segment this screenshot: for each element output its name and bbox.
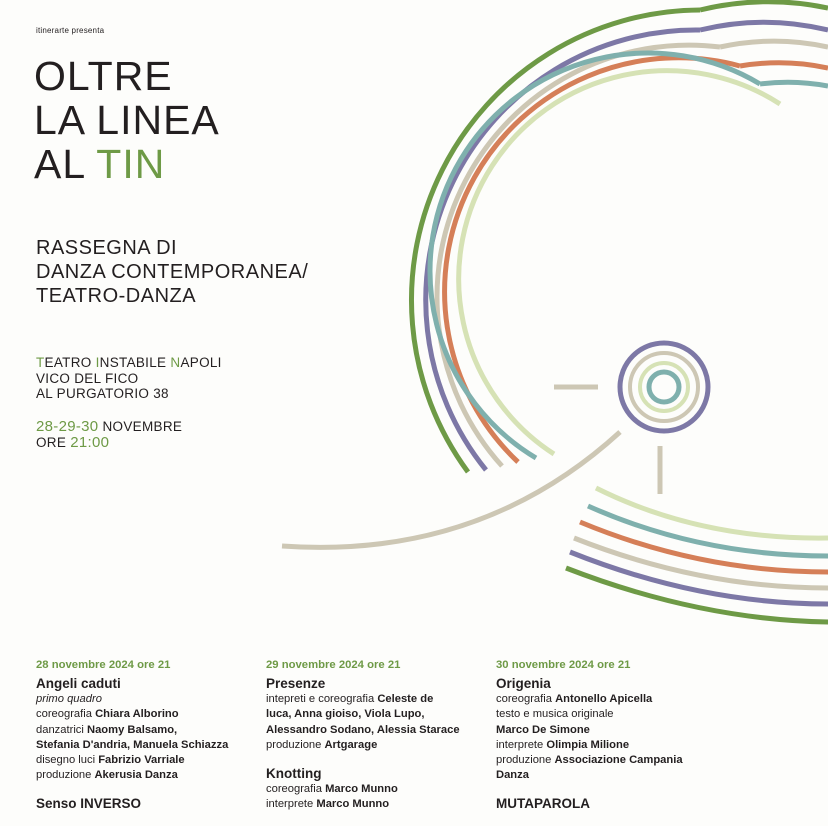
credit-value: Danza — [496, 769, 529, 782]
credit-line — [266, 707, 491, 722]
dates-days: 28-29-30 — [36, 418, 99, 435]
program-day-1 — [36, 658, 261, 812]
credit-label: interprete — [496, 738, 547, 751]
show-title: MUTAPAROLA — [496, 796, 590, 812]
dates-month: NOVEMBRE — [98, 419, 183, 434]
program-date: 29 novembre 2024 ore 21 — [266, 659, 401, 671]
credit-label: produzione — [496, 754, 555, 767]
credit-label: disegno luci — [36, 754, 99, 767]
subtitle-line: DANZA CONTEMPORANEA/ — [36, 261, 309, 283]
show-title: Senso INVERSO — [36, 796, 142, 812]
presenter-text: itinerarte presenta — [36, 26, 105, 35]
credit-value: Alessandro Sodano, Alessia Starace — [266, 723, 460, 736]
credit-label: coreografia — [496, 693, 556, 706]
credit-label: produzione — [36, 769, 95, 782]
credit-value: Marco Munno — [325, 783, 398, 796]
title-highlight: TIN — [96, 141, 166, 187]
lower-arc-beige — [574, 538, 828, 588]
dates-line — [36, 419, 182, 435]
venue-initial: I — [95, 355, 100, 370]
subtitle-line: TEATRO-DANZA — [36, 285, 197, 307]
lower-arc-teal — [588, 506, 828, 556]
venue-word: EATRO — [44, 355, 96, 370]
credit-value: Naomy Balsamo, — [87, 723, 178, 736]
venue-initial: N — [170, 355, 181, 370]
venue-address — [36, 355, 222, 402]
credit-value: Associazione Campania — [554, 754, 683, 767]
venue-name — [36, 355, 222, 371]
program-day-2 — [266, 658, 491, 812]
credit-value: luca, Anna gioiso, Viola Lupo, — [266, 708, 425, 721]
credit-value: Chiara Alborino — [95, 708, 179, 721]
program-date: 28 novembre 2024 ore 21 — [36, 659, 171, 671]
program-date: 30 novembre 2024 ore 21 — [496, 659, 631, 671]
time-label: ORE — [36, 435, 71, 450]
show-title: Presenze — [266, 676, 326, 692]
credit-line — [266, 723, 491, 738]
show-title: Origenia — [496, 676, 551, 692]
event-dates — [36, 419, 182, 451]
title-line-1: OLTRE — [34, 53, 173, 99]
title-line-2: LA LINEA — [34, 97, 220, 143]
venue-street: AL PURGATORIO 38 — [36, 386, 169, 401]
credit-line — [36, 723, 261, 738]
event-title — [34, 54, 220, 186]
credit-line — [496, 738, 721, 753]
credit-line — [36, 768, 261, 783]
credit-label: coreografia — [266, 783, 326, 796]
credit-label: interprete — [266, 798, 317, 811]
credit-label: danzatrici — [36, 723, 87, 736]
credit-line — [266, 738, 491, 753]
credit-label: coreografia — [36, 708, 96, 721]
credit-label: testo e musica originale — [496, 708, 614, 721]
credit-value: Artgarage — [324, 738, 378, 751]
subtitle-line: RASSEGNA DI — [36, 237, 178, 259]
venue-initial: T — [36, 355, 45, 370]
arc-beige — [437, 45, 720, 466]
credit-value: Fabrizio Varriale — [98, 754, 185, 767]
credit-line — [496, 753, 721, 768]
lower-arc-orange — [580, 522, 828, 572]
credit-value: Akerusia Danza — [94, 769, 178, 782]
credit-line — [36, 707, 261, 722]
show-title: Knotting — [266, 766, 322, 782]
show-subtitle: primo quadro — [36, 693, 102, 706]
title-line-3 — [34, 142, 220, 186]
venue-street: VICO DEL FICO — [36, 370, 139, 386]
program-day-3 — [496, 658, 721, 812]
lower-arc-lightgreen — [596, 488, 828, 538]
venue-word: APOLI — [180, 355, 222, 370]
target-outer — [620, 343, 708, 431]
credit-value: Antonello Apicella — [555, 693, 653, 706]
credit-line — [496, 768, 721, 783]
title-prefix: AL — [34, 141, 97, 187]
credit-label: produzione — [266, 738, 325, 751]
credit-value: Celeste de — [377, 693, 434, 706]
credit-line — [266, 692, 491, 707]
credit-line — [496, 692, 721, 707]
target-inner — [649, 372, 679, 402]
time-value: 21:00 — [70, 434, 110, 451]
venue-word: NSTABILE — [99, 355, 171, 370]
credit-label: intepreti e coreografia — [266, 693, 378, 706]
credit-value: Marco Munno — [316, 798, 390, 811]
credit-value: Marco De Simone — [496, 723, 590, 736]
credit-line — [266, 782, 491, 797]
credit-value: Olimpia Milione — [546, 738, 630, 751]
credit-value: Stefania D'andria, Manuela Schiazza — [36, 738, 229, 751]
credit-line — [36, 738, 261, 753]
credit-line — [496, 707, 721, 722]
credit-line — [266, 797, 491, 812]
credit-line — [496, 723, 721, 738]
time-line — [36, 435, 182, 451]
credit-line — [36, 753, 261, 768]
show-title: Angeli caduti — [36, 676, 121, 692]
event-subtitle — [36, 236, 308, 308]
